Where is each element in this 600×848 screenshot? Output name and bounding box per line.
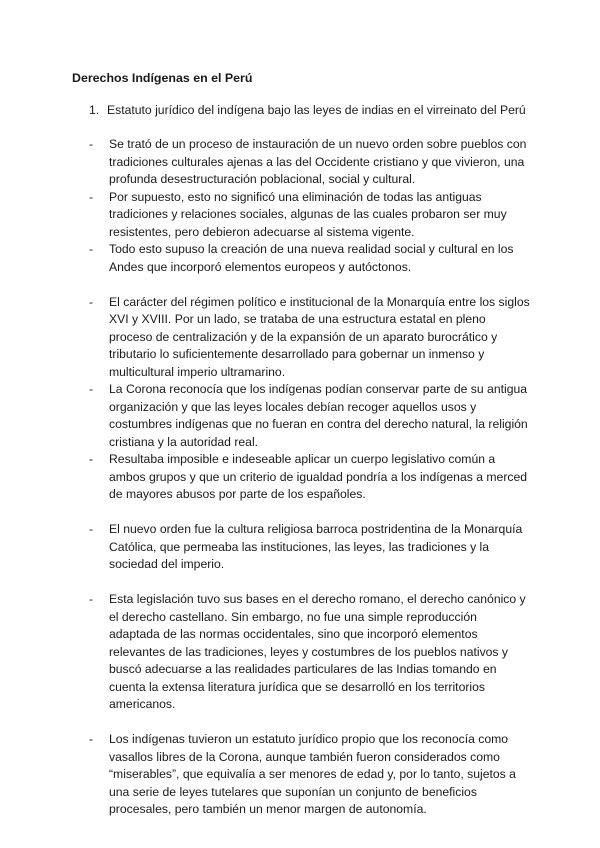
bullet-item	[89, 189, 539, 242]
document-title: Derechos Indígenas en el Perú	[72, 71, 253, 85]
numbered-heading-item	[89, 102, 549, 119]
bullet-marker: -	[89, 137, 94, 151]
bullet-text: Se trató de un proceso de instauración de un nuevo orden sobre pueblos con tradiciones culturales ajenas a las del Occidente cristiano y que vivieron, una profunda desestructuración poblacional, social y cultural.	[109, 137, 527, 186]
bullet-marker: -	[89, 189, 94, 204]
bullet-text: Esta legislación tuvo sus bases en el derecho romano, el derecho canónico y el derecho castellano. Sin embargo, no fue una simple reproducción adaptada de las normas occidentales, sino que incorporó elementos relevantes de las tradiciones, leyes y costumbres de los pueblos nativos y buscó adecuarse a las realidades particulares de las Indias tomando en cuenta la extensa literatura jurídica que se desarrolló en los territorios americanos.	[109, 592, 526, 711]
bullet-text: Resultaba imposible e indeseable aplicar un cuerpo legislativo común a ambos grupos y que un criterio de igualdad pondría a los indígenas a merced de mayores abusos por parte de los españoles.	[109, 452, 528, 501]
bullet-text: La Corona reconocía que los indígenas podían conservar parte de su antigua organización y que las leyes locales debían recoger aquellos usos y costumbres indígenas que no fueran en contra del derecho natural, la religión cristiana y la autoridad real.	[109, 382, 528, 449]
bullet-item	[89, 521, 539, 574]
bullet-group	[89, 731, 539, 819]
bullet-text: Los indígenas tuvieron un estatuto jurídico propio que los reconocía como vasallos libres de la Corona, aunque también fueron considerados como “miserables”, que equivalía a ser menores de edad y, por lo tanto, sujetos a una serie de leyes tutelares que suponían un conjunto de beneficios procesales, pero también un menor margen de autonomía.	[109, 732, 516, 816]
numbered-heading-text: Estatuto jurídico del indígena bajo las leyes de indias en el virreinato del Perú	[107, 103, 526, 117]
bullet-group	[89, 591, 539, 714]
bullet-item	[89, 381, 539, 451]
bullet-item	[89, 136, 539, 189]
bullet-text: El nuevo orden fue la cultura religiosa barroca postridentina de la Monarquía Católica, que permeaba las instituciones, las leyes, las tradiciones y la sociedad del imperio.	[109, 522, 523, 571]
bullet-text: Todo esto supuso la creación de una nueva realidad social y cultural en los Andes que incorporó elementos europeos y autóctonos.	[109, 242, 514, 274]
bullet-item	[89, 731, 539, 819]
bullet-item	[89, 591, 539, 714]
bullet-marker: -	[89, 452, 94, 466]
bullet-groups	[89, 136, 539, 836]
bullet-marker: -	[89, 732, 94, 746]
bullet-text: Por supuesto, esto no significó una eliminación de todas las antiguas tradiciones y relaciones sociales, algunas de las cuales probaron ser muy resistentes, pero debieron adecuarse al sistema vigente.	[109, 189, 507, 239]
bullet-group	[89, 521, 539, 574]
bullet-text: El carácter del régimen político e institucional de la Monarquía entre los siglos XVI y XVIII. Por un lado, se trataba de una estructura estatal en pleno proceso de centralización y de la expansión de un aparato burocrático y tributario lo suficientemente desarrollado para gobernar un inmenso y multicultural imperio ultramarino.	[109, 294, 530, 379]
bullet-marker: -	[89, 382, 94, 396]
bullet-group	[89, 136, 539, 276]
bullet-item	[89, 294, 539, 382]
bullet-marker: -	[89, 242, 94, 256]
bullet-group	[89, 294, 539, 504]
bullet-item	[89, 241, 539, 276]
list-number: 1.	[89, 103, 100, 117]
bullet-marker: -	[89, 294, 94, 309]
bullet-item	[89, 451, 539, 504]
bullet-marker: -	[89, 522, 94, 536]
bullet-marker: -	[89, 592, 94, 606]
